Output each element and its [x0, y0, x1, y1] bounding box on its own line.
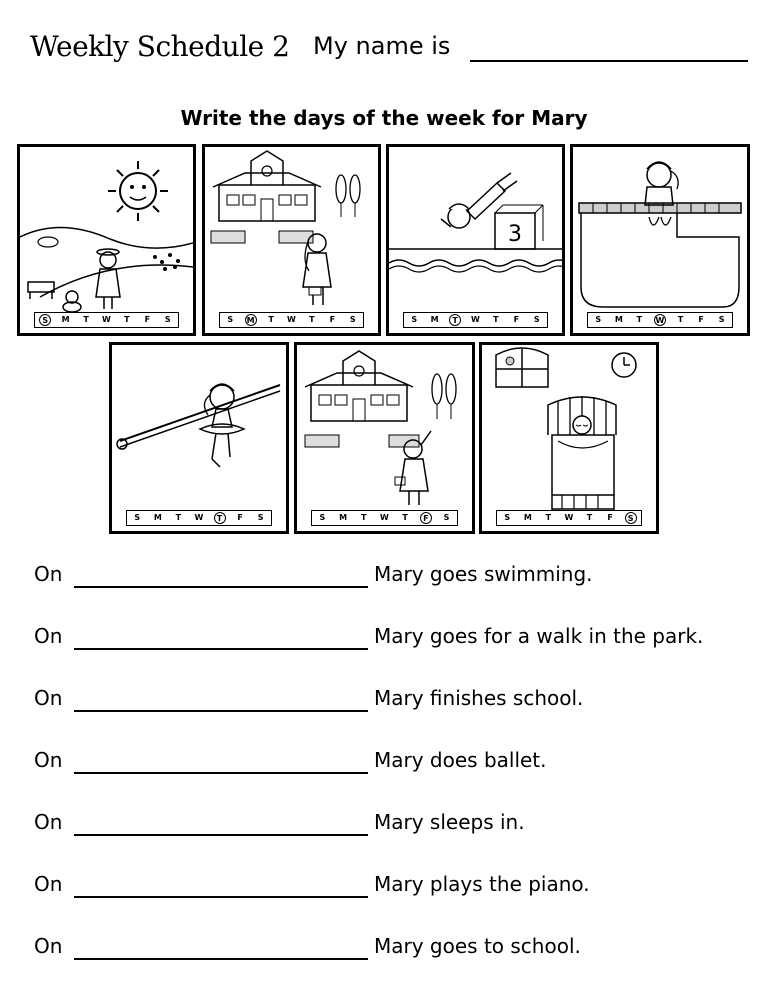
- day-letter: S: [227, 315, 234, 324]
- day-letter: F: [513, 315, 520, 324]
- answer-blank[interactable]: [74, 958, 368, 960]
- sentence-prefix: On: [34, 624, 63, 648]
- day-letter-circled: F: [420, 512, 432, 524]
- sign-number: 3: [508, 222, 522, 247]
- day-letter: F: [237, 513, 243, 522]
- answer-blank[interactable]: [74, 772, 368, 774]
- day-letter: S: [718, 315, 725, 324]
- sentence-text: Mary plays the piano.: [374, 872, 590, 896]
- answer-blank[interactable]: [74, 834, 368, 836]
- day-letter: W: [194, 513, 204, 522]
- day-letter: T: [493, 315, 499, 324]
- day-letter: S: [134, 513, 141, 522]
- day-letter-circled: S: [39, 314, 51, 326]
- sentence-text: Mary finishes school.: [374, 686, 584, 710]
- day-letter: T: [83, 315, 89, 324]
- sentence-text: Mary sleeps in.: [374, 810, 525, 834]
- day-letter-circled: T: [214, 512, 226, 524]
- day-letter: S: [504, 513, 511, 522]
- day-letter: S: [319, 513, 326, 522]
- sentence-prefix: On: [34, 562, 63, 586]
- day-letter: W: [102, 315, 111, 324]
- day-letter: T: [636, 315, 643, 324]
- day-letter: M: [614, 315, 623, 324]
- day-letter: M: [430, 315, 439, 324]
- picture-panel-piano: [570, 144, 750, 336]
- day-letter: F: [607, 513, 613, 522]
- day-letter: T: [124, 315, 130, 324]
- worksheet-title: Weekly Schedule 2: [30, 30, 290, 63]
- sentence-prefix: On: [34, 748, 63, 772]
- day-letter-circled: W: [655, 316, 665, 325]
- day-letter: S: [257, 513, 264, 522]
- day-letter: M: [523, 513, 532, 522]
- bedroom-scene-illustration: [482, 345, 656, 531]
- day-letter: T: [545, 513, 552, 522]
- day-letter: F: [329, 315, 336, 324]
- sentence-prefix: On: [34, 934, 63, 958]
- day-letter: T: [677, 315, 684, 324]
- day-letter: M: [339, 513, 348, 522]
- day-letter-circled: M: [245, 314, 257, 326]
- day-letter: S: [443, 513, 450, 522]
- day-letter: W: [380, 513, 389, 522]
- picture-panel-school-finish: [294, 342, 475, 534]
- day-letter: W: [564, 513, 574, 522]
- day-strip: [587, 312, 733, 328]
- answer-blank[interactable]: [74, 896, 368, 898]
- school-scene-illustration: [205, 147, 378, 333]
- day-letter: T: [268, 315, 274, 324]
- day-letter: M: [61, 315, 70, 324]
- day-letter: W: [287, 315, 296, 324]
- picture-panel-school: [202, 144, 381, 336]
- day-letter: S: [533, 315, 540, 324]
- swimming-scene-illustration: [389, 147, 562, 333]
- day-strip: [311, 510, 458, 526]
- answer-blank[interactable]: [74, 648, 368, 650]
- day-strip: [126, 510, 272, 526]
- picture-panel-swimming: [386, 144, 565, 336]
- ballet-scene-illustration: [112, 345, 286, 531]
- sentence-text: Mary goes to school.: [374, 934, 581, 958]
- picture-panel-park: [17, 144, 196, 336]
- day-letter: F: [144, 315, 151, 324]
- day-strip: [219, 312, 364, 328]
- school-finish-scene-illustration: [297, 345, 472, 531]
- day-letter-circled: T: [449, 314, 461, 326]
- day-letter: T: [586, 513, 593, 522]
- picture-panel-ballet: [109, 342, 289, 534]
- picture-panel-sleep: [479, 342, 659, 534]
- sentence-prefix: On: [34, 810, 63, 834]
- day-strip: [496, 510, 642, 526]
- day-letter: T: [402, 513, 408, 522]
- day-letter: T: [309, 315, 315, 324]
- answer-blank[interactable]: [74, 586, 368, 588]
- day-strip: [403, 312, 548, 328]
- instruction-heading: Write the days of the week for Mary: [180, 106, 588, 130]
- worksheet-header: [30, 30, 750, 74]
- day-strip: [34, 312, 179, 328]
- day-letter: M: [153, 513, 162, 522]
- day-letter: T: [361, 513, 367, 522]
- sentence-text: Mary does ballet.: [374, 748, 547, 772]
- day-letter: S: [411, 315, 418, 324]
- day-letter: S: [349, 315, 356, 324]
- sentence-prefix: On: [34, 872, 63, 896]
- day-letter: S: [164, 315, 171, 324]
- sentence-prefix: On: [34, 686, 63, 710]
- day-letter: W: [471, 315, 480, 324]
- day-letter: T: [175, 513, 182, 522]
- answer-blank[interactable]: [74, 710, 368, 712]
- day-letter-circled: S: [625, 512, 637, 524]
- sentence-text: Mary goes for a walk in the park.: [374, 624, 704, 648]
- sentence-text: Mary goes swimming.: [374, 562, 593, 586]
- day-letter: F: [698, 315, 704, 324]
- name-label: My name is: [313, 32, 451, 60]
- park-scene-illustration: [20, 147, 193, 333]
- name-blank-line[interactable]: [470, 60, 748, 62]
- day-letter: S: [595, 315, 602, 324]
- piano-scene-illustration: [573, 147, 747, 333]
